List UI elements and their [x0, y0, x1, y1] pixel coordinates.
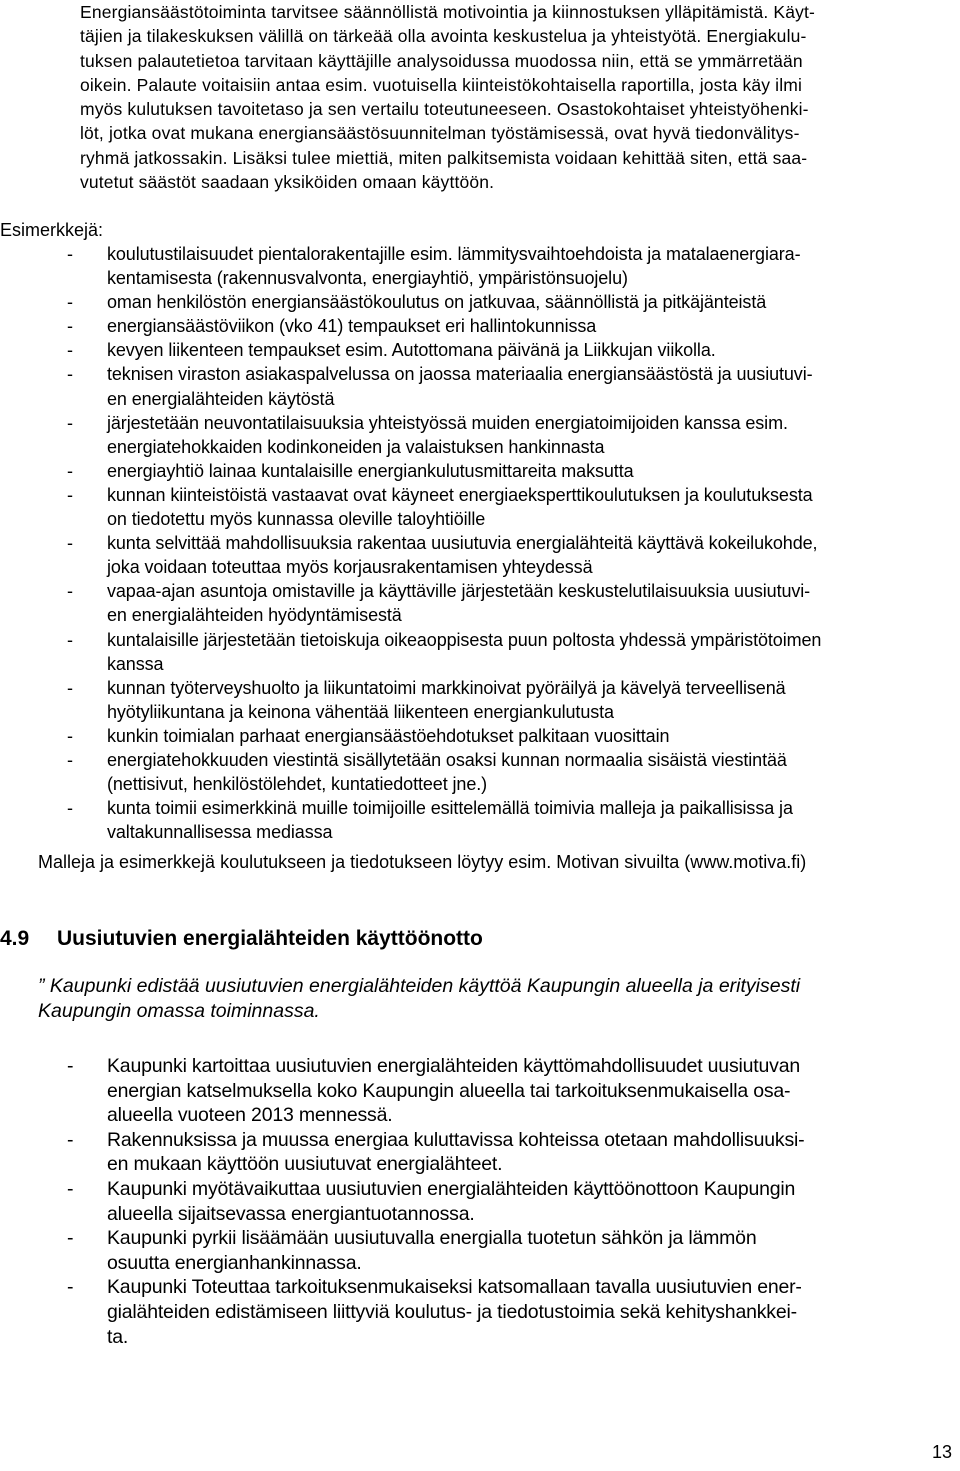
list-item-text	[107, 1226, 960, 1275]
list-item	[0, 676, 960, 724]
list-item-line: kunta selvittää mahdollisuuksia rakentaa uusiutuvia energialähteitä käyttävä kokeilukohde,	[107, 533, 818, 554]
list-item	[0, 628, 960, 676]
list-item-line: on tiedotettu myös kunnassa oleville taloyhtiöille	[107, 509, 486, 530]
list-item	[0, 1226, 960, 1275]
list-dash: -	[67, 244, 73, 264]
list-item	[0, 411, 960, 459]
list-item-line: en energialähteiden hyödyntämisestä	[107, 605, 402, 626]
quote-line: ” Kaupunki edistää uusiutuvien energialähteiden käyttöä Kaupungin alueella ja erityisesti	[38, 975, 801, 997]
list-dash: -	[67, 749, 73, 770]
paragraph-line: myös kulutuksen tavoitetaso ja sen vertailu toteutuneeseen. Osastokohtaiset yhteistyöhenki-	[80, 99, 809, 120]
list-item-text	[107, 362, 960, 410]
paragraph-line: Energiansäästötoiminta tarvitsee säännöllistä motivointia ja kiinnostuksen ylläpitämistä. Käyt-	[80, 2, 816, 22]
list-item-line: kuntalaisille järjestetään tietoiskuja oikeaoppisesta puun poltosta yhdessä ympäristötoimen	[107, 629, 822, 650]
list-item-line: kunta toimii esimerkkinä muille toimijoille esittelemällä toimivia malleja ja paikallisissa ja	[107, 798, 793, 819]
list-item-text	[107, 483, 960, 531]
list-item	[0, 579, 960, 627]
examples-heading: Esimerkkejä:	[0, 220, 104, 240]
list-item-line: oman henkilöstön energiansäästökoulutus on jatkuvaa, säännöllistä ja pitkäjänteistä	[107, 292, 767, 313]
list-item-line: valtakunnallisessa mediassa	[107, 822, 333, 843]
list-item	[0, 362, 960, 410]
examples-footer: Malleja ja esimerkkejä koulutukseen ja tiedotukseen löytyy esim. Motivan sivuilta (www.motiva.fi)	[38, 852, 807, 872]
list-item-text	[107, 1054, 960, 1128]
list-dash: -	[67, 798, 73, 819]
list-item	[0, 796, 960, 844]
list-item	[0, 531, 960, 579]
list-item-text	[107, 290, 960, 314]
list-dash: -	[67, 340, 73, 361]
list-item-line: alueella vuoteen 2013 mennessä.	[107, 1104, 393, 1127]
section-heading	[0, 925, 483, 953]
list-dash: -	[67, 533, 73, 554]
section-number: 4.9	[0, 927, 30, 950]
list-dash: -	[67, 484, 73, 505]
list-item-text	[107, 1128, 960, 1177]
list-item-text	[107, 628, 960, 676]
paragraph-line: löt, jotka ovat mukana energiansäästösuunnitelman työstämisessä, ovat hyvä tiedonvälitys-	[80, 123, 800, 144]
list-item-line: Rakennuksissa ja muussa energiaa kuluttavissa kohteissa otetaan mahdollisuuksi-	[107, 1128, 805, 1151]
paragraph-line: oikein. Palaute voitaisiin antaa esim. vuotuisella kiinteistökohtaisella raportilla, josta käy ilmi	[80, 74, 803, 95]
list-item	[0, 314, 960, 338]
list-item-line: Kaupunki pyrkii lisäämään uusiutuvalla energialla tuotetun sähkön ja lämmön	[107, 1227, 757, 1250]
list-item-line: teknisen viraston asiakaspalvelussa on jaossa materiaalia energiansäästöstä ja uusiutuvi-	[107, 364, 813, 385]
list-dash: -	[67, 581, 73, 602]
list-item-text	[107, 1177, 960, 1226]
list-item-line: hyötyliikuntana ja keinona vähentää liikenteen energiankulutusta	[107, 701, 614, 722]
list-item-line: kunnan kiinteistöistä vastaavat ovat käyneet energiaeksperttikoulutuksen ja koulutuksesta	[107, 484, 813, 505]
list-dash: -	[67, 460, 73, 481]
list-item-line: en mukaan käyttöön uusiutuvat energialähteet.	[107, 1153, 503, 1176]
paragraph-line: ryhmä jatkossakin. Lisäksi tulee miettiä, miten palkitsemista voidaan kehittää siten, että saa-	[80, 147, 808, 168]
section-title: Uusiutuvien energialähteiden käyttöönotto	[57, 927, 483, 950]
paragraph-line: vutetut säästöt saadaan yksiköiden omaan käyttöön.	[80, 172, 495, 193]
list-item	[0, 242, 960, 290]
examples-list	[0, 242, 960, 844]
list-item-line: vapaa-ajan asuntoja omistaville ja käyttäville järjestetään keskustelutilaisuuksia uusiutuvi-	[107, 581, 811, 602]
quote-line: Kaupungin omassa toiminnassa.	[38, 1000, 320, 1022]
paragraph-line: täjien ja tilakeskuksen välillä on tärkeää olla avointa keskustelua ja yhteistyötä. Energiakulu-	[80, 26, 807, 47]
list-item-text	[107, 1275, 960, 1349]
list-item-text	[107, 338, 960, 362]
list-item-line: ta.	[107, 1325, 129, 1348]
list-item-line: gialähteiden edistämiseen liittyviä koulutus- ja tiedotustoimia sekä kehityshankkei-	[107, 1300, 797, 1323]
list-item-text	[107, 459, 960, 483]
list-item	[0, 1177, 960, 1226]
list-item	[0, 338, 960, 362]
list-item-text	[107, 748, 960, 796]
goal-quote	[38, 974, 800, 1024]
list-item-line: järjestetään neuvontatilaisuuksia yhteistyössä muiden energiatoimijoiden kanssa esim.	[107, 412, 788, 433]
list-item	[0, 724, 960, 748]
list-item-line: energian katselmuksella koko Kaupungin alueella tai tarkoituksenmukaisella osa-	[107, 1079, 791, 1102]
list-item-line: kentamisesta (rakennusvalvonta, energiayhtiö, ympäristönsuojelu)	[107, 268, 628, 289]
list-item-line: energiansäästöviikon (vko 41) tempaukset eri hallintokunnissa	[107, 316, 597, 337]
list-item-line: Kaupunki Toteuttaa tarkoituksenmukaiseksi katsomallaan tavalla uusiutuvien ener-	[107, 1276, 802, 1299]
list-item-line: energiatehokkuuden viestintä sisällytetään osaksi kunnan normaalia sisäistä viestintää	[107, 749, 787, 770]
list-item-text	[107, 724, 960, 748]
list-item-line: koulutustilaisuudet pientalorakentajille esim. lämmitysvaihtoehdoista ja matalaenergiara-	[107, 244, 801, 264]
list-dash: -	[67, 412, 73, 433]
list-item-text	[107, 411, 960, 459]
list-dash: -	[67, 1055, 74, 1077]
list-item-line: kanssa	[107, 653, 164, 674]
list-item-line: Kaupunki myötävaikuttaa uusiutuvien energialähteiden käyttöönottoon Kaupungin	[107, 1177, 796, 1200]
list-item	[0, 748, 960, 796]
list-dash: -	[67, 1227, 74, 1250]
list-dash: -	[67, 725, 73, 746]
list-item-line: osuutta energianhankinnassa.	[107, 1251, 362, 1274]
list-item-line: en energialähteiden käytöstä	[107, 388, 335, 409]
list-item	[0, 1054, 960, 1128]
list-dash: -	[67, 677, 73, 698]
page-number: 13	[931, 1442, 952, 1462]
list-dash: -	[67, 316, 73, 337]
list-dash: -	[67, 629, 73, 650]
list-item-text	[107, 796, 960, 844]
list-item-line: joka voidaan toteuttaa myös korjausrakentamisen yhteydessä	[107, 557, 593, 578]
list-item-line: kunnan työterveyshuolto ja liikuntatoimi markkinoivat pyöräilyä ja kävelyä terveellisenä	[107, 677, 786, 698]
list-item	[0, 1128, 960, 1177]
list-item-text	[107, 531, 960, 579]
list-item-line: alueella sijaitsevassa energiantuotannossa.	[107, 1202, 475, 1225]
list-item-line: (nettisivut, henkilöstölehdet, kuntatiedotteet jne.)	[107, 774, 488, 795]
list-item-text	[107, 676, 960, 724]
list-dash: -	[67, 1128, 74, 1151]
list-item	[0, 1275, 960, 1349]
list-item-line: kevyen liikenteen tempaukset esim. Autottomana päivänä ja Liikkujan viikolla.	[107, 340, 716, 361]
actions-list	[0, 1054, 960, 1349]
list-item-line: kunkin toimialan parhaat energiansäästöehdotukset palkitaan vuosittain	[107, 725, 670, 746]
list-item-text	[107, 314, 960, 338]
intro-paragraph	[80, 0, 950, 194]
list-dash: -	[67, 364, 73, 385]
list-item	[0, 483, 960, 531]
list-item-line: energiatehokkaiden kodinkoneiden ja valaistuksen hankinnasta	[107, 436, 605, 457]
list-item-line: energiayhtiö lainaa kuntalaisille energiankulutusmittareita maksutta	[107, 460, 634, 481]
list-item-text	[107, 579, 960, 627]
paragraph-line: tuksen palautetietoa tarvitaan käyttäjille analysoidussa muodossa niin, että se ymmärretään	[80, 50, 803, 71]
list-item-text	[107, 242, 960, 290]
list-item-line: Kaupunki kartoittaa uusiutuvien energialähteiden käyttömahdollisuudet uusiutuvan	[107, 1055, 800, 1077]
list-item	[0, 459, 960, 483]
list-dash: -	[67, 1177, 74, 1200]
list-dash: -	[67, 1276, 74, 1299]
list-item	[0, 290, 960, 314]
list-dash: -	[67, 292, 73, 313]
